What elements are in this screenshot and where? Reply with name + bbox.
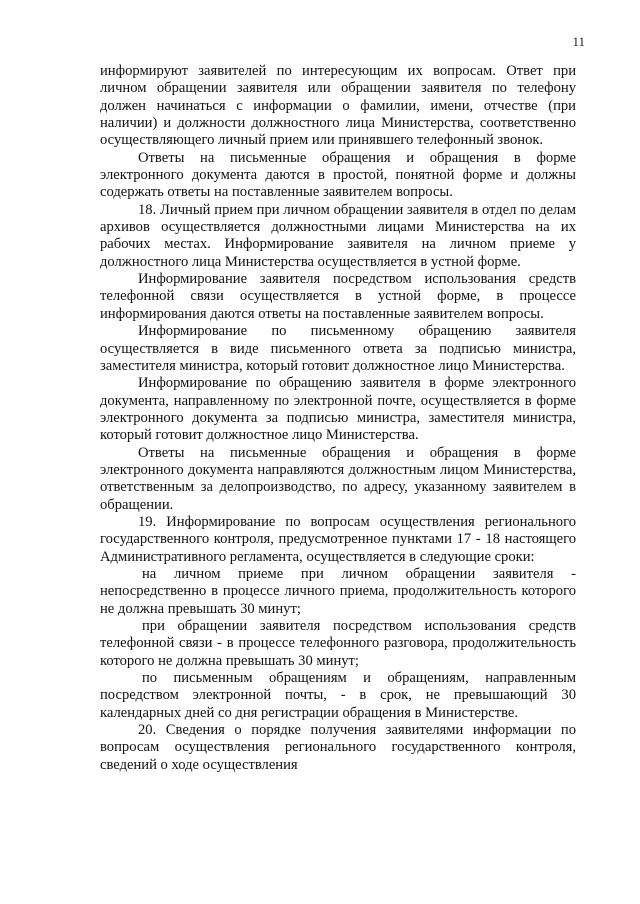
paragraph: Ответы на письменные обращения и обращения в форме электронного документа даются в простой, понятной форме и должны содержать ответы на поставленные заявителем вопросы. [100, 149, 576, 201]
page-number: 11 [572, 34, 585, 49]
paragraph: по письменным обращениям и обращениям, направленным посредством электронной почты, - в срок, не превышающий 30 календарных дней со дня регистрации обращения в Министерстве. [100, 670, 576, 721]
paragraph: Информирование по письменному обращению заявителя осуществляется в виде письменного ответа за подписью министра, заместителя министра, который готовит должностное лицо Министерства. [100, 323, 576, 374]
document-body [100, 63, 576, 774]
paragraph: 19. Информирование по вопросам осуществления регионального государственного контроля, предусмотренное пунктами 17 - 18 настоящего Административного регламента, осуществляется в следующие сроки: [100, 513, 576, 565]
paragraph: 18. Личный прием при личном обращении заявителя в отдел по делам архивов осуществляется должностными лицами Министерства на их рабочих местах. Информирование заявителя на личном приеме у должностного лица Министерства осуществляется в устной форме. [100, 201, 576, 270]
paragraph: Информирование по обращению заявителя в форме электронного документа, направленному по электронной почте, осуществляется в форме электронного документа за подписью министра, заместителя министра, который готовит должностное лицо Министерства. [100, 375, 576, 444]
paragraph: Ответы на письменные обращения и обращения в форме электронного документа направляются должностным лицом Министерства, ответственным за делопроизводство, по адресу, указанному заявителем в обращении. [100, 444, 576, 513]
paragraph: 20. Сведения о порядке получения заявителями информации по вопросам осуществления регионального государственного контроля, сведений о ходе осуществления [100, 722, 576, 773]
paragraph: на личном приеме при личном обращении заявителя - непосредственно в процессе личного приема, продолжительность которого не должна превышать 30 минут; [100, 565, 576, 617]
paragraph: Информирование заявителя посредством использования средств телефонной связи осуществляется в устной форме, в процессе информирования даются ответы на поставленные заявителем вопросы. [100, 271, 576, 322]
paragraph: при обращении заявителя посредством использования средств телефонной связи - в процессе телефонного разговора, продолжительность которого не должна превышать 30 минут; [100, 618, 576, 669]
paragraph: информируют заявителей по интересующим их вопросам. Ответ при личном обращении заявителя или обращении заявителя по телефону должен начинаться с информации о фамилии, имени, отчестве (при наличии) и должности должностного лица Министерства, соответственно осуществляющего личный прием или принявшего телефонный звонок. [100, 63, 576, 149]
